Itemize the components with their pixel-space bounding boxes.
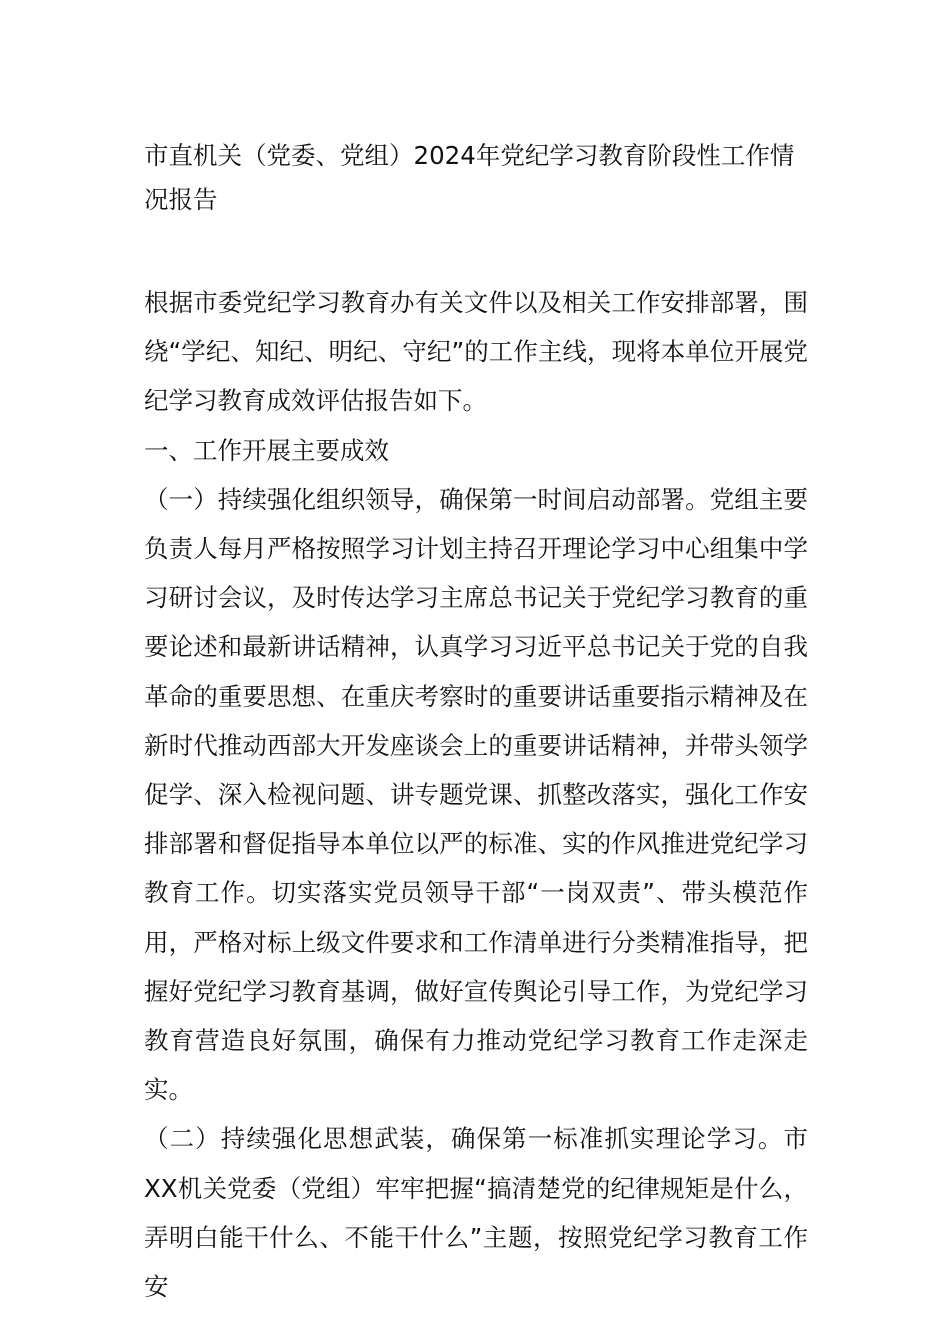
document-title: 市直机关（党委、党组）2024年党纪学习教育阶段性工作情况报告 bbox=[144, 141, 795, 214]
intro-paragraph: 根据市委党纪学习教育办有关文件以及相关工作安排部署，围绕“学纪、知纪、明纪、守纪”的工作主线，现将本单位开展党纪学习教育成效评估报告如下。 bbox=[144, 288, 808, 416]
section-paragraph-1: （一）持续强化组织领导，确保第一时间启动部署。党组主要负责人每月严格按照学习计划主持召开理论学习中心组集中学习研讨会议，及时传达学习主席总书记关于党纪学习教育的重要论述和最新讲话精神，认真学习习近平总书记关于党的自我革命的重要思想、在重庆考察时的重要讲话重要指示精神及在新时代推动西部大开发座谈会上的重要讲话精神，并带头领学促学、深入检视问题、讲专题党课、抓整改落实，强化工作安排部署和督促指导本单位以严的标准、实的作风推进党纪学习教育工作。切实落实党员领导干部“一岗双责”、带头模范作用，严格对标上级文件要求和工作清单进行分类精准指导，把握好党纪学习教育基调，做好宣传舆论引导工作，为党纪学习教育营造良好氛围，确保有力推动党纪学习教育工作走深走实。 bbox=[144, 484, 808, 1105]
section-paragraph-2: （二）持续强化思想武装，确保第一标准抓实理论学习。市XX机关党委（党组）牢牢把握“搞清楚党的纪律规矩是什么，弄明白能干什么、不能干什么”主题，按照党纪学习教育工作安 bbox=[144, 1124, 808, 1302]
document-body bbox=[144, 278, 808, 1311]
section-heading: 一、工作开展主要成效 bbox=[144, 435, 389, 465]
